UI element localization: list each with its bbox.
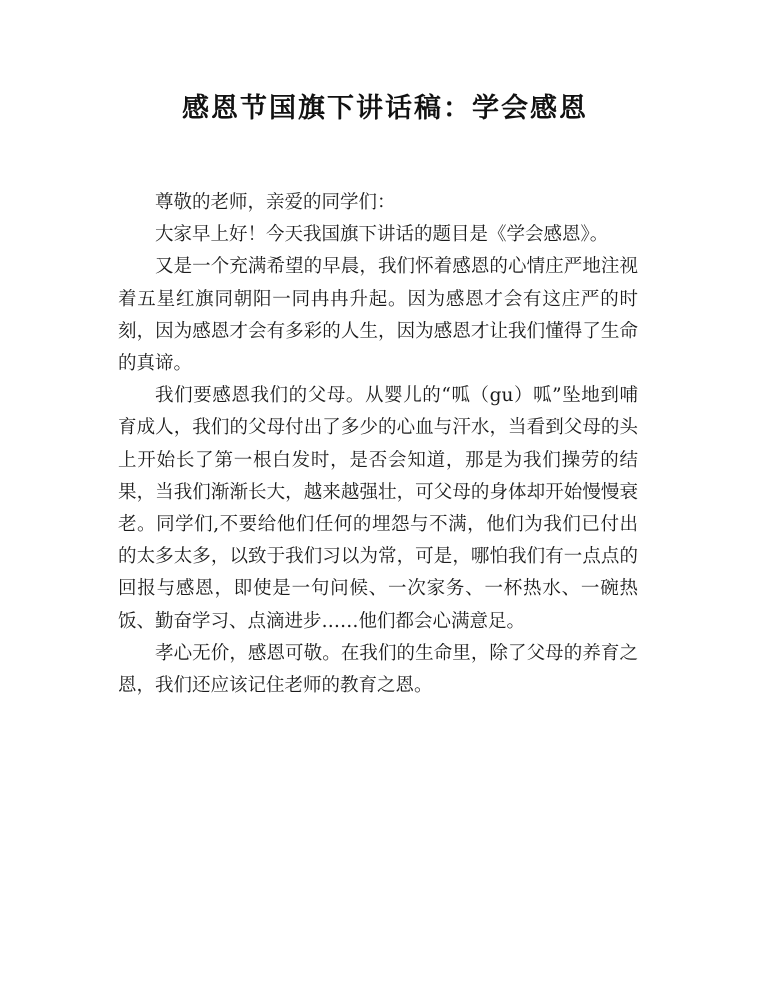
paragraph-greeting: 尊敬的老师，亲爱的同学们： — [155, 192, 396, 213]
document-body — [118, 187, 638, 702]
document-title: 感恩节国旗下讲话稿：学会感恩 — [182, 93, 588, 124]
paragraph-topic: 大家早上好！今天我国旗下讲话的题目是《学会感恩》。 — [155, 224, 609, 246]
paragraph-teachers: 孝心无价，感恩可敬。在我们的生命里，除了父母的养育之恩，我们还应该记住老师的教育之恩。 — [118, 642, 638, 697]
paragraph-parents: 我们要感恩我们的父母。从婴儿的“呱（gu）呱”坠地到哺育成人，我们的父母付出了多少的心血与汗水，当看到父母的头上开始长了第一根白发时，是否会知道，那是为我们操劳的结果，当我们渐渐长大，越来越强壮，可父母的身体却开始慢慢衰老。同学们,不要给他们任何的埋怨与不满，他们为我们已付出的太多太多，以致于我们习以为常，可是，哪怕我们有一点点的回报与感恩，即使是一句问候、一次家务、一杯热水、一碗热饭、勤奋学习、点滴进步……他们都会心满意足。 — [118, 385, 638, 632]
paragraph-morning: 又是一个充满希望的早晨，我们怀着感恩的心情庄严地注视着五星红旗同朝阳一同冉冉升起。因为感恩才会有这庄严的时刻，因为感恩才会有多彩的人生，因为感恩才让我们懂得了生命的真谛。 — [118, 256, 638, 375]
